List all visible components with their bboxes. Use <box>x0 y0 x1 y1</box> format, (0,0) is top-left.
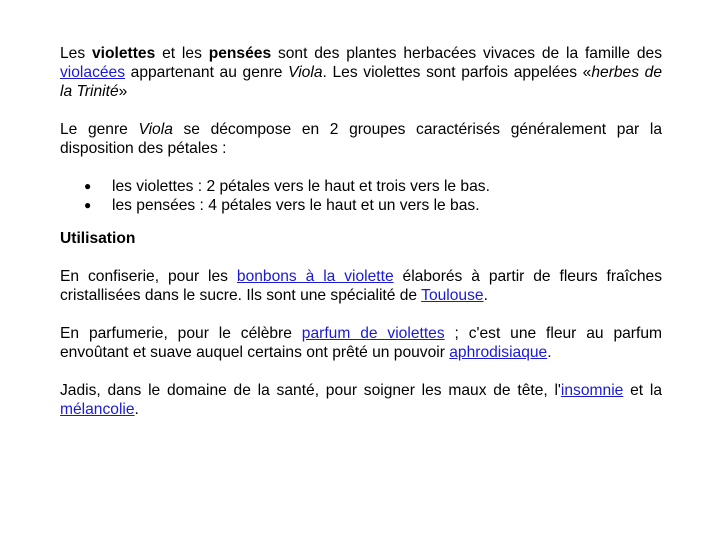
text-run: Les <box>60 45 92 62</box>
text-run: appartenant au genre <box>125 64 289 81</box>
text-run: En confiserie, pour les <box>60 268 237 285</box>
text-run: ; c'est une fleur au parfum envoûtant et suave auquel certains ont prêté un pouvoir <box>60 325 662 361</box>
list-item <box>60 196 662 215</box>
petal-groups-list <box>60 177 662 215</box>
list-item <box>60 177 662 196</box>
bullet-icon: ● <box>84 198 92 212</box>
text-run: et la <box>623 382 662 399</box>
text-run: . <box>134 401 139 418</box>
spacer <box>60 305 662 324</box>
bullet-icon: ● <box>84 179 92 193</box>
document-page <box>60 44 662 419</box>
italic-term-viola: Viola <box>288 64 323 81</box>
spacer <box>60 215 662 229</box>
text-run: En parfumerie, pour le célèbre <box>60 325 302 342</box>
section-heading-utilisation: Utilisation <box>60 230 136 247</box>
text-run: et les <box>155 45 209 62</box>
italic-term-viola: Viola <box>138 121 173 138</box>
text-run: . Les violettes sont parfois appelées « <box>322 64 592 81</box>
spacer <box>60 362 662 381</box>
text-run: . <box>483 287 488 304</box>
bold-term-violettes: violettes <box>91 45 156 62</box>
health-paragraph <box>60 381 662 419</box>
text-run: Le genre <box>60 121 139 138</box>
list-item-text: les violettes : 2 pétales vers le haut et trois vers le bas. <box>112 178 490 195</box>
italic-term-herbes-trinite: herbes de la Trinité <box>60 64 663 100</box>
intro-paragraph <box>60 44 662 101</box>
spacer <box>60 158 662 177</box>
link-toulouse[interactable]: Toulouse <box>421 287 484 304</box>
perfumery-paragraph <box>60 324 662 362</box>
spacer <box>60 101 662 120</box>
text-run: se décompose en 2 groupes caractérisés généralement par la disposition des pétales : <box>60 121 662 157</box>
link-insomnie[interactable]: insomnie <box>560 382 624 399</box>
list-item-text: les pensées : 4 pétales vers le haut et un vers le bas. <box>112 197 480 214</box>
confectionery-paragraph <box>60 267 662 305</box>
text-run: élaborés à partir de fleurs fraîches cristallisées dans le sucre. Ils sont une spécialité de <box>60 268 662 304</box>
link-aphrodisiaque[interactable]: aphrodisiaque <box>449 344 548 361</box>
text-run: . <box>547 344 552 361</box>
text-run: Jadis, dans le domaine de la santé, pour soigner les maux de tête, l' <box>60 382 561 399</box>
text-run: sont des plantes herbacées vivaces de la famille des <box>271 45 662 62</box>
link-bonbons-violette[interactable]: bonbons à la violette <box>236 268 394 285</box>
link-violacees[interactable]: violacées <box>60 64 126 81</box>
link-melancolie[interactable]: mélancolie <box>60 401 135 418</box>
spacer <box>60 248 662 267</box>
bold-term-pensees: pensées <box>208 45 272 62</box>
text-run: » <box>118 83 128 100</box>
genus-paragraph <box>60 120 662 158</box>
link-parfum-violettes[interactable]: parfum de violettes <box>301 325 445 342</box>
